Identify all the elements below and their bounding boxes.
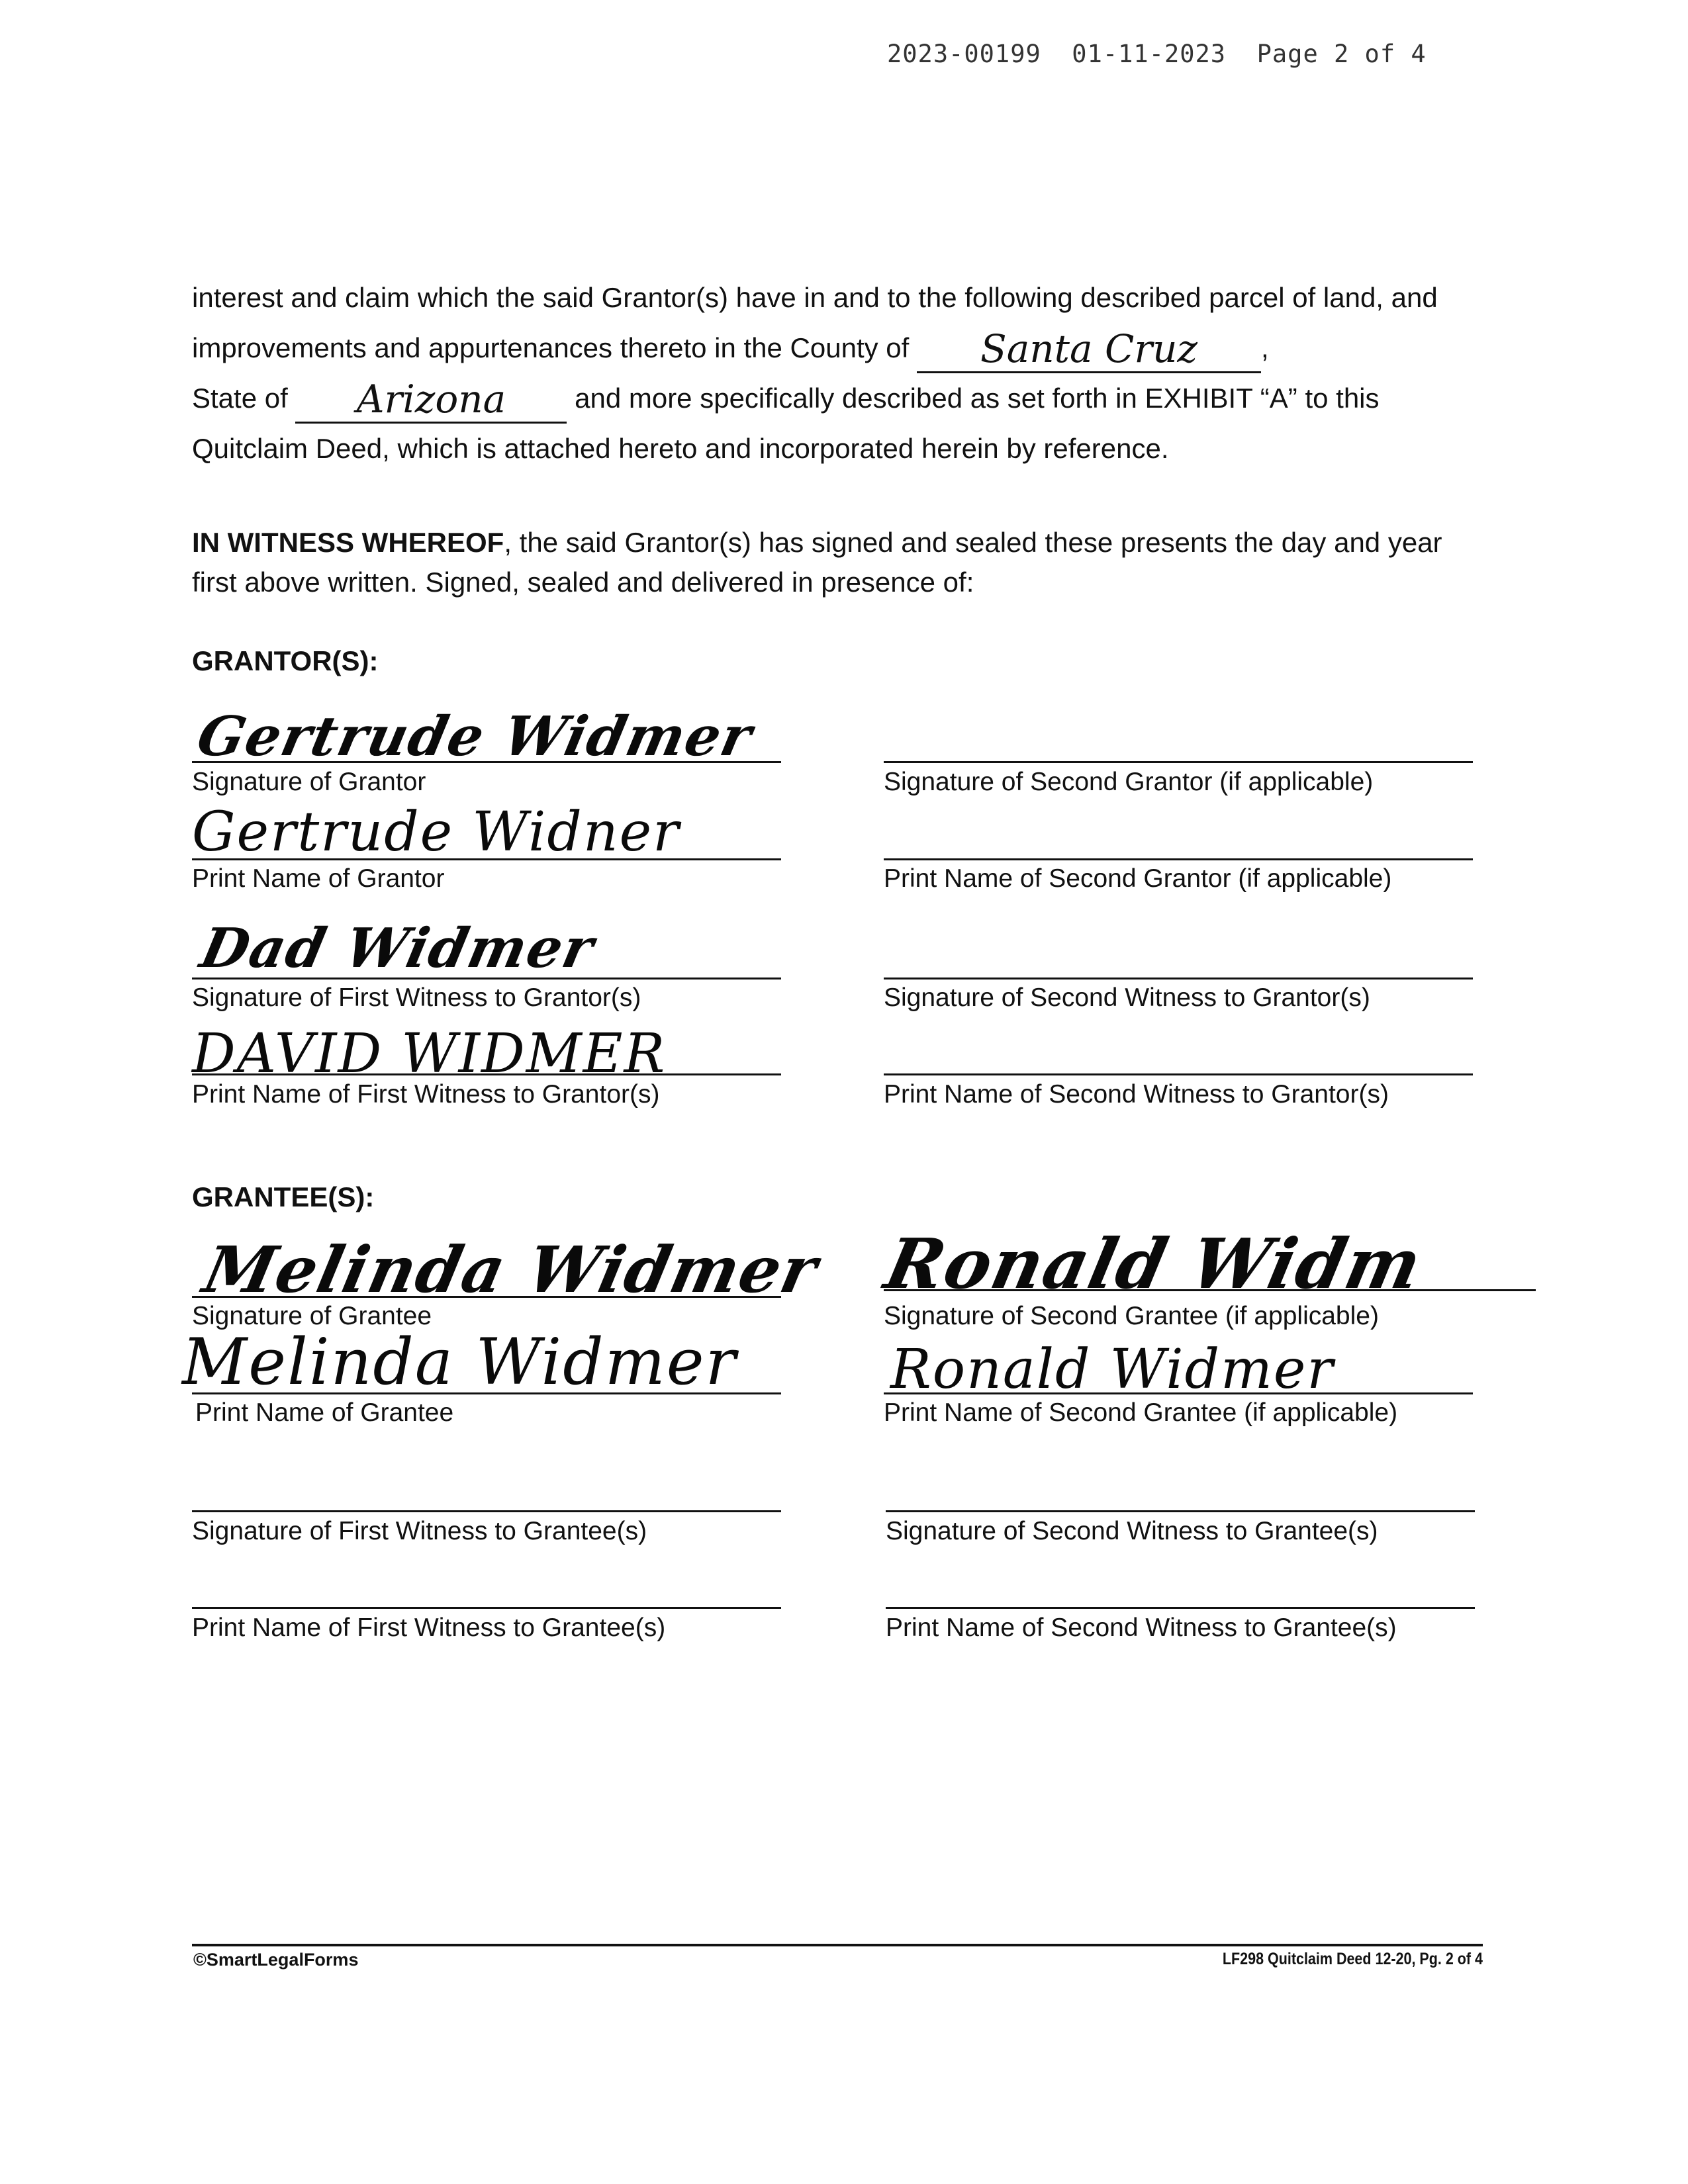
grantee-second-witness-print-name-label: Print Name of Second Witness to Grantee(s) [886, 1614, 1397, 1642]
county-handwritten: Santa Cruz [980, 326, 1197, 371]
grantor-print-name: Gertrude Widner [192, 801, 680, 864]
paragraph-comma: , [1261, 332, 1269, 363]
grantee-signature-line [192, 1296, 781, 1298]
grantor-first-witness-signature: Dad Widmer [195, 917, 600, 980]
second-grantee-print-name-label: Print Name of Second Grantee (if applicable) [884, 1398, 1398, 1427]
grantee-signature: Melinda Widmer [197, 1232, 825, 1307]
property-description-paragraph [192, 273, 1489, 474]
grantor-signature-line [192, 761, 781, 763]
grantor-second-witness-print-name-line [884, 1073, 1473, 1075]
second-grantee-print-name-line [884, 1392, 1473, 1394]
grantor-first-witness-print-name-line [192, 1073, 781, 1075]
witness-clause [192, 523, 1489, 602]
footer-rule [192, 1944, 1483, 1946]
state-handwritten: Arizona [356, 377, 506, 422]
grantor-print-name-label: Print Name of Grantor [192, 864, 445, 893]
grantor-signature: Gertrude Widmer [191, 705, 759, 768]
grantor-first-witness-signature-line [192, 978, 781, 979]
second-grantor-signature-line [884, 761, 1473, 763]
grantees-heading: GRANTEE(S): [192, 1181, 375, 1212]
paragraph-text: interest and claim which the said Grantor(s) have in and to the following described parcel of land, and improvements and appurtenances thereto in the County of [192, 282, 1438, 363]
recording-stamp: 2023-00199 01-11-2023 Page 2 of 4 [887, 40, 1427, 68]
grantee-first-witness-print-name-line [192, 1607, 781, 1609]
grantee-first-witness-signature-line [192, 1510, 781, 1512]
grantor-first-witness-print-name: DAVID WIDMER [192, 1023, 667, 1085]
grantee-second-witness-signature-line [886, 1510, 1475, 1512]
grantee-print-name-line [192, 1392, 781, 1394]
grantee-signature-label: Signature of Grantee [192, 1302, 432, 1330]
footer-form-id: LF298 Quitclaim Deed 12-20, Pg. 2 of 4 [1222, 1950, 1483, 1968]
grantor-signature-label: Signature of Grantor [192, 768, 426, 796]
grantee-print-name-label: Print Name of Grantee [195, 1398, 454, 1427]
second-grantee-print-name: Ronald Widmer [890, 1338, 1335, 1401]
state-field [295, 377, 567, 424]
paragraph-text-continued: and more specifically described as set forth in EXHIBIT “A” to this Quitclaim Deed, which is attached hereto and incorporated herein by reference. [192, 383, 1380, 464]
grantors-heading: GRANTOR(S): [192, 645, 379, 676]
state-label: State of [192, 383, 296, 414]
grantor-second-witness-signature-line [884, 978, 1473, 979]
second-grantor-print-name-line [884, 858, 1473, 860]
county-field [917, 326, 1261, 373]
grantee-second-witness-print-name-line [886, 1607, 1475, 1609]
witness-clause-text: , the said Grantor(s) has signed and sealed these presents the day and year first above written. Signed, sealed and delivered in presence of: [192, 527, 1442, 598]
second-grantee-signature: Ronald Widm [878, 1223, 1430, 1304]
grantee-first-witness-signature-label: Signature of First Witness to Grantee(s) [192, 1517, 647, 1545]
footer-publisher: ©SmartLegalForms [193, 1950, 359, 1970]
grantor-first-witness-signature-label: Signature of First Witness to Grantor(s) [192, 983, 641, 1012]
second-grantor-signature-label: Signature of Second Grantor (if applicable) [884, 768, 1374, 796]
grantee-first-witness-print-name-label: Print Name of First Witness to Grantee(s) [192, 1614, 666, 1642]
second-grantor-print-name-label: Print Name of Second Grantor (if applicable) [884, 864, 1392, 893]
grantor-print-name-line [192, 858, 781, 860]
second-grantee-signature-line [884, 1289, 1536, 1291]
grantor-second-witness-print-name-label: Print Name of Second Witness to Grantor(s) [884, 1080, 1389, 1109]
grantor-first-witness-print-name-label: Print Name of First Witness to Grantor(s) [192, 1080, 660, 1109]
second-grantee-signature-label: Signature of Second Grantee (if applicable) [884, 1302, 1379, 1330]
witness-clause-bold: IN WITNESS WHEREOF [192, 527, 504, 558]
grantee-second-witness-signature-label: Signature of Second Witness to Grantee(s) [886, 1517, 1378, 1545]
grantor-second-witness-signature-label: Signature of Second Witness to Grantor(s) [884, 983, 1370, 1012]
grantee-print-name: Melinda Widmer [182, 1325, 737, 1399]
